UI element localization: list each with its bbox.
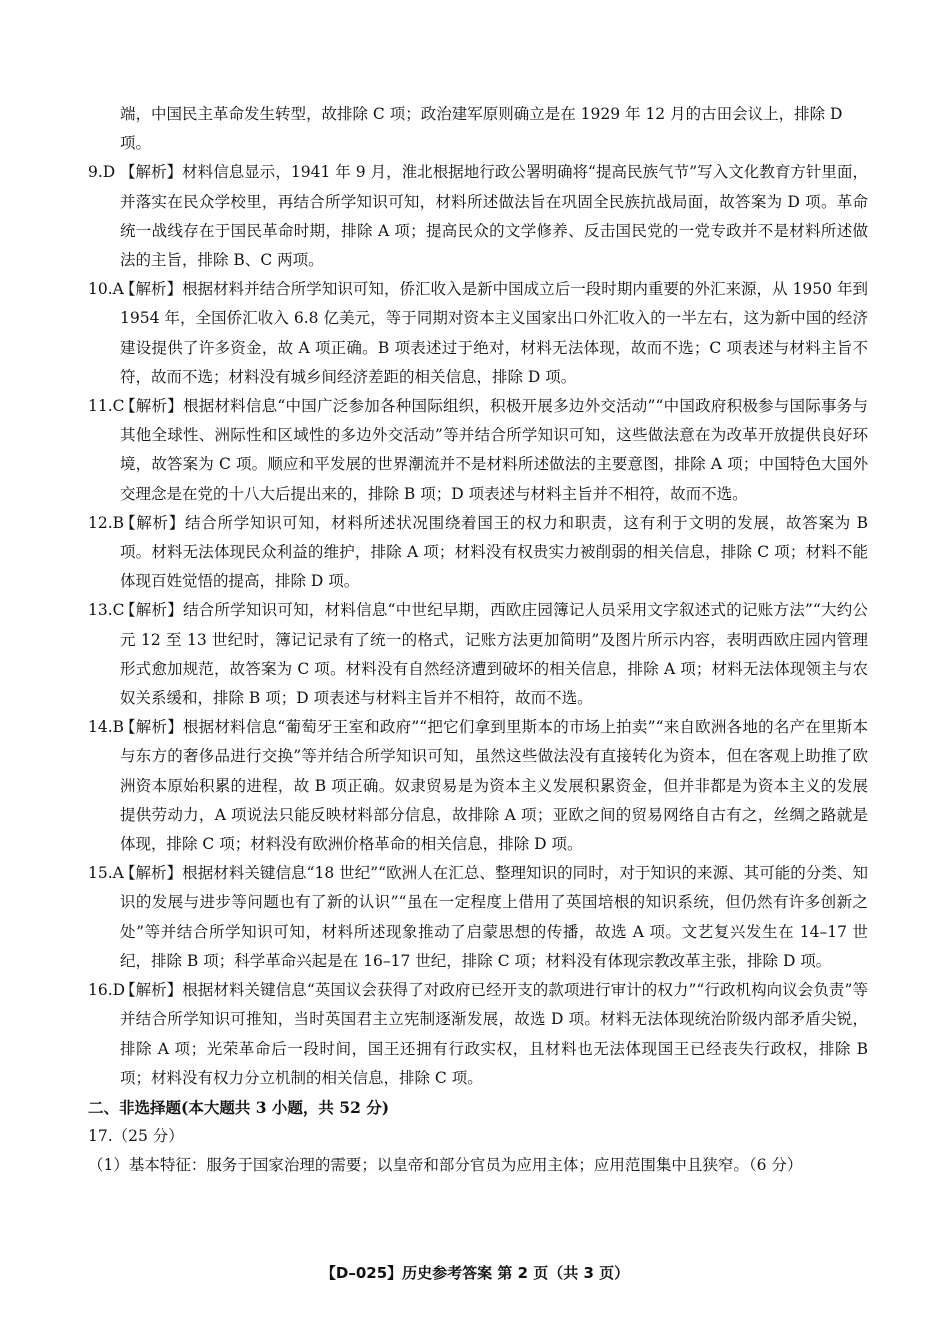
section-heading: 二、非选择题(本大题共 3 小题，共 52 分) <box>88 1097 390 1117</box>
question-17-part-1: （1）基本特征：服务于国家治理的需要；以皇帝和部分官员为应用主体；应用范围集中且狭窄。（6 分） <box>88 1156 803 1175</box>
answer-text: 【解析】材料信息显示，1941 年 9 月，淮北根据地行政公署明确将“提高民族气节”写入文化教育方针里面，并落实在民众学校里，再结合所学知识可知，材料所述做法旨在巩固全民族抗战局面，故答案为 D 项。革命统一战线存在于国民革命时期，排除 A 项；提高民众的文学修养、反击国民党的一党专政并不是材料所述做法的主旨，排除 B、C 两项。 <box>120 163 868 270</box>
answer-number: 15.A <box>88 864 124 883</box>
answer-text: 【解析】结合所学知识可知，材料信息“中世纪早期，西欧庄园簿记人员采用文字叙述式的记账方法”“大约公元 12 至 13 世纪时，簿记记录有了统一的格式，记账方法更加简明”及图片所示内容，表明西欧庄园内管理形式愈加规范，故答案为 C 项。材料没有自然经济遭到破坏的相关信息，排除 A 项；材料无法体现领主与农奴关系缓和，排除 B 项；D 项表述与材料主旨并不相符，故而不选。 <box>120 601 868 708</box>
answer-number: 10.A <box>88 280 124 299</box>
answer-number: 14.B <box>88 718 125 737</box>
answer-number: 13.C <box>88 601 125 620</box>
answer-number: 11.C <box>88 397 125 416</box>
continuation-paragraph: 端，中国民主革命发生转型，故排除 C 项；政治建军原则确立是在 1929 年 12 月的古田会议上，排除 D 项。 <box>120 105 843 153</box>
answer-14 <box>88 713 868 859</box>
page-footer: 【D–025】历史参考答案 第 2 页（共 3 页） <box>320 1264 630 1282</box>
answer-text: 【解析】结合所学知识可知，材料所述状况围绕着国王的权力和职责，这有利于文明的发展，故答案为 B 项。材料无法体现民众利益的维护，排除 A 项；材料没有权贵实力被削弱的相关信息，排除 C 项；材料不能体现百姓觉悟的提高，排除 D 项。 <box>120 513 868 591</box>
answer-10 <box>88 275 868 392</box>
answer-11 <box>88 392 868 509</box>
answer-text: 【解析】根据材料关键信息“18 世纪”“欧洲人在汇总、整理知识的同时，对于知识的来源、其可能的分类、知识的发展与进步等问题也有了新的认识”“虽在一定程度上借用了英国培根的知识系统，但仍然有许多创新之处”等并结合所学知识可知，材料所述现象推动了启蒙思想的传播，故选 A 项。文艺复兴发生在 14–17 世纪，排除 B 项；科学革命兴起是在 16–17 世纪，排除 C 项；材料没有体现宗教改革主张，排除 D 项。 <box>120 864 868 970</box>
answer-9 <box>88 158 868 275</box>
answer-16 <box>88 976 868 1093</box>
answer-text: 【解析】根据材料信息“中国广泛参加各种国际组织，积极开展多边外交活动”“中国政府积极参与国际事务与其他全球性、洲际性和区域性的多边外交活动”等并结合所学知识可知，这些做法意在为改革开放提供良好环境，故答案为 C 项。顺应和平发展的世界潮流并不是材料所述做法的主要意图，排除 A 项；中国特色大国外交理念是在党的十八大后提出来的，排除 B 项；D 项表述与材料主旨并不相符，故而不选。 <box>120 397 868 503</box>
answer-content <box>88 100 868 1181</box>
answer-number: 9.D <box>88 163 116 182</box>
answer-text: 【解析】根据材料信息“葡萄牙王室和政府”“把它们拿到里斯本的市场上拍卖”“来自欧洲各地的名产在里斯本与东方的奢侈品进行交换”等并结合所学知识可知，虽然这些做法没有直接转化为资本，但在客观上助推了欧洲资本原始积累的进程，故 B 项正确。奴隶贸易是为资本主义发展积累资金，但并非都是为资本主义的发展提供劳动力，A 项说法只能反映材料部分信息，故排除 A 项；亚欧之间的贸易网络自古有之，丝绸之路就是体现，排除 C 项；材料没有欧洲价格革命的相关信息，排除 D 项。 <box>120 718 868 854</box>
question-17-title: 17.（25 分） <box>88 1127 184 1146</box>
answer-12 <box>88 509 868 597</box>
answer-15 <box>88 859 868 976</box>
answer-number: 12.B <box>88 513 125 532</box>
answer-13 <box>88 596 868 713</box>
answer-number: 16.D <box>88 981 126 1000</box>
answer-text: 【解析】根据材料关键信息“英国议会获得了对政府已经开支的款项进行审计的权力”“行政机构向议会负责”等并结合所学知识可推知，当时英国君主立宪制逐渐发展，故选 D 项。材料无法体现统治阶级内部矛盾尖锐，排除 A 项；光荣革命后一段时间，国王还拥有行政实权，且材料也无法体现国王已经丧失行政权，排除 B 项；材料没有权力分立机制的相关信息，排除 C 项。 <box>120 981 868 1087</box>
answer-text: 【解析】根据材料并结合所学知识可知，侨汇收入是新中国成立后一段时期内重要的外汇来源，从 1950 年到 1954 年，全国侨汇收入 6.8 亿美元，等于同期对资本主义国家出口外汇收入的一半左右，这为新中国的经济建设提供了许多资金，故 A 项正确。B 项表述过于绝对，材料无法体现，故而不选；C 项表述与材料主旨不符，故而不选；材料没有城乡间经济差距的相关信息，排除 D 项。 <box>120 280 868 386</box>
